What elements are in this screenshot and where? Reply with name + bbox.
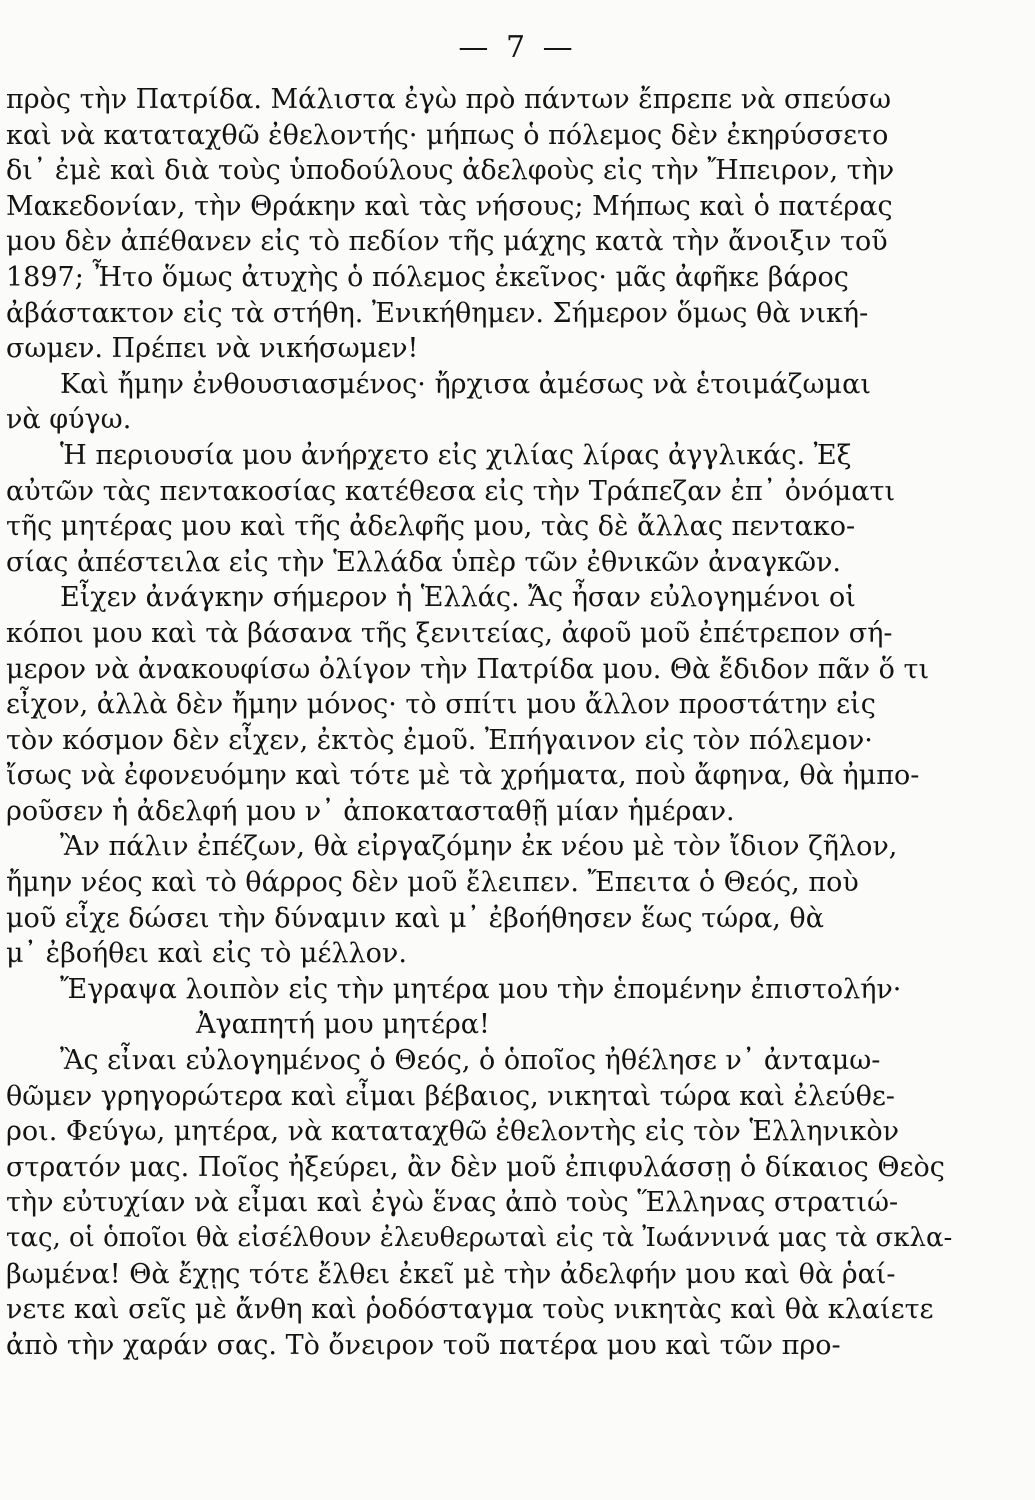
page-number: — 7 — — [458, 30, 577, 65]
text-line: 1897; Ἦτο ὅμως ἀτυχὴς ὁ πόλεμος ἐκεῖνος· μᾶς ἀφῆκε βάρος — [6, 261, 849, 293]
text-line: ἴσως νὰ ἐφονευόμην καὶ τότε μὲ τὰ χρήματα, ποὺ ἄφηνα, θὰ ἠμπο- — [6, 760, 920, 792]
text-line: σίας ἀπέστειλα εἰς τὴν Ἑλλάδα ὑπὲρ τῶν ἐθνικῶν ἀναγκῶν. — [6, 546, 842, 578]
text-line: τὴν εὐτυχίαν νὰ εἶμαι καὶ ἐγὼ ἕνας ἀπὸ τοὺς Ἕλληνας στρατιώ- — [6, 1187, 899, 1219]
body-text — [6, 82, 956, 1363]
paragraph-start-line: Ἂς εἶναι εὐλογημένος ὁ Θεός, ὁ ὁποῖος ἠθέλησε ν᾿ ἀνταμω- — [60, 1045, 881, 1077]
text-line: τὸν κόσμον δὲν εἶχεν, ἐκτὸς ἐμοῦ. Ἐπήγαινον εἰς τὸν πόλεμον· — [6, 724, 873, 756]
text-line: νετε καὶ σεῖς μὲ ἄνθη καὶ ῥοδόσταγμα τοὺς νικητὰς καὶ θὰ κλαίετε — [6, 1294, 934, 1326]
text-line: τας, οἱ ὁποῖοι θὰ εἰσέλθουν ἐλευθερωταὶ εἰς τὰ Ἰωάννινά μας τὰ σκλα- — [6, 1223, 953, 1253]
letter-salutation: Ἀγαπητή μου μητέρα! — [196, 1009, 490, 1041]
text-line: ροι. Φεύγω, μητέρα, νὰ καταταχθῶ ἐθελοντὴς εἰς τὸν Ἑλληνικὸν — [6, 1116, 900, 1148]
text-line: στρατόν μας. Ποῖος ἠξεύρει, ἂν δὲν μοῦ ἐπιφυλάσσῃ ὁ δίκαιος Θεὸς — [6, 1151, 945, 1183]
paragraph-start-line: Ἂν πάλιν ἐπέζων, θὰ εἰργαζόμην ἐκ νέου μὲ τὸν ἴδιον ζῆλον, — [60, 831, 898, 863]
text-line: αὐτῶν τὰς πεντακοσίας κατέθεσα εἰς τὴν Τράπεζαν ἐπ᾿ ὀνόματι — [6, 475, 896, 507]
text-line: τῆς μητέρας μου καὶ τῆς ἀδελφῆς μου, τὰς δὲ ἄλλας πεντακο- — [6, 511, 856, 543]
text-line: νὰ φύγω. — [6, 404, 132, 436]
text-line: εἶχον, ἀλλὰ δὲν ἤμην μόνος· τὸ σπίτι μου ἄλλον προστάτην εἰς — [6, 689, 876, 721]
text-line: μ᾿ ἐβοήθει καὶ εἰς τὸ μέλλον. — [6, 938, 407, 970]
text-line: μου δὲν ἀπέθανεν εἰς τὸ πεδίον τῆς μάχης κατὰ τὴν ἄνοιξιν τοῦ — [6, 226, 888, 258]
paragraph-start-line: Εἶχεν ἀνάγκην σήμερον ἡ Ἑλλάς. Ἄς ἦσαν εὐλογημένοι οἱ — [60, 582, 856, 614]
text-line: μοῦ εἶχε δώσει τὴν δύναμιν καὶ μ᾿ ἐβοήθησεν ἕως τώρα, θὰ — [6, 902, 824, 934]
text-line: βωμένα! Θὰ ἔχῃς τότε ἔλθει ἐκεῖ μὲ τὴν ἀδελφήν μου καὶ θὰ ῥαί- — [6, 1258, 896, 1290]
text-line: δι᾿ ἐμὲ καὶ διὰ τοὺς ὑποδούλους ἀδελφοὺς εἰς τὴν Ἤπειρον, τὴν — [6, 155, 895, 187]
text-line: κόποι μου καὶ τὰ βάσανα τῆς ξενιτείας, ἀφοῦ μοῦ ἐπέτρεπον σή- — [6, 617, 893, 649]
text-line: σωμεν. Πρέπει νὰ νικήσωμεν! — [6, 333, 419, 365]
text-line: πρὸς τὴν Πατρίδα. Μάλιστα ἐγὼ πρὸ πάντων ἔπρεπε νὰ σπεύσω — [6, 84, 891, 115]
text-line: ἀβάστακτον εἰς τὰ στήθη. Ἐνικήθημεν. Σήμερον ὅμως θὰ νική- — [6, 297, 869, 329]
paragraph-start-line: Καὶ ἤμην ἐνθουσιασμένος· ἤρχισα ἀμέσως νὰ ἑτοιμάζωμαι — [60, 368, 871, 400]
text-line: ἤμην νέος καὶ τὸ θάρρος δὲν μοῦ ἔλειπεν. Ἔπειτα ὁ Θεός, ποὺ — [6, 867, 859, 899]
text-line: Μακεδονίαν, τὴν Θράκην καὶ τὰς νήσους; Μήπως καὶ ὁ πατέρας — [6, 190, 893, 222]
text-line: μερον νὰ ἀνακουφίσω ὀλίγον τὴν Πατρίδα μου. Θὰ ἔδιδον πᾶν ὅ τι — [6, 653, 930, 685]
text-line: ἀπὸ τὴν χαράν σας. Τὸ ὄνειρον τοῦ πατέρα μου καὶ τῶν προ- — [6, 1329, 841, 1361]
text-line: ροῦσεν ἡ ἀδελφή μου ν᾿ ἀποκατασταθῇ μίαν ἡμέραν. — [6, 795, 735, 827]
text-line: θῶμεν γρηγορώτερα καὶ εἶμαι βέβαιος, νικηταὶ τώρα καὶ ἐλεύθε- — [6, 1080, 895, 1112]
paragraph-start-line: Ἔγραψα λοιπὸν εἰς τὴν μητέρα μου τὴν ἑπομένην ἐπιστολήν· — [60, 973, 902, 1005]
text-line: καὶ νὰ καταταχθῶ ἐθελοντής· μήπως ὁ πόλεμος δὲν ἐκηρύσσετο — [6, 119, 889, 151]
paragraph-start-line: Ἡ περιουσία μου ἀνήρχετο εἰς χιλίας λίρας ἀγγλικάς. Ἐξ — [60, 439, 852, 471]
